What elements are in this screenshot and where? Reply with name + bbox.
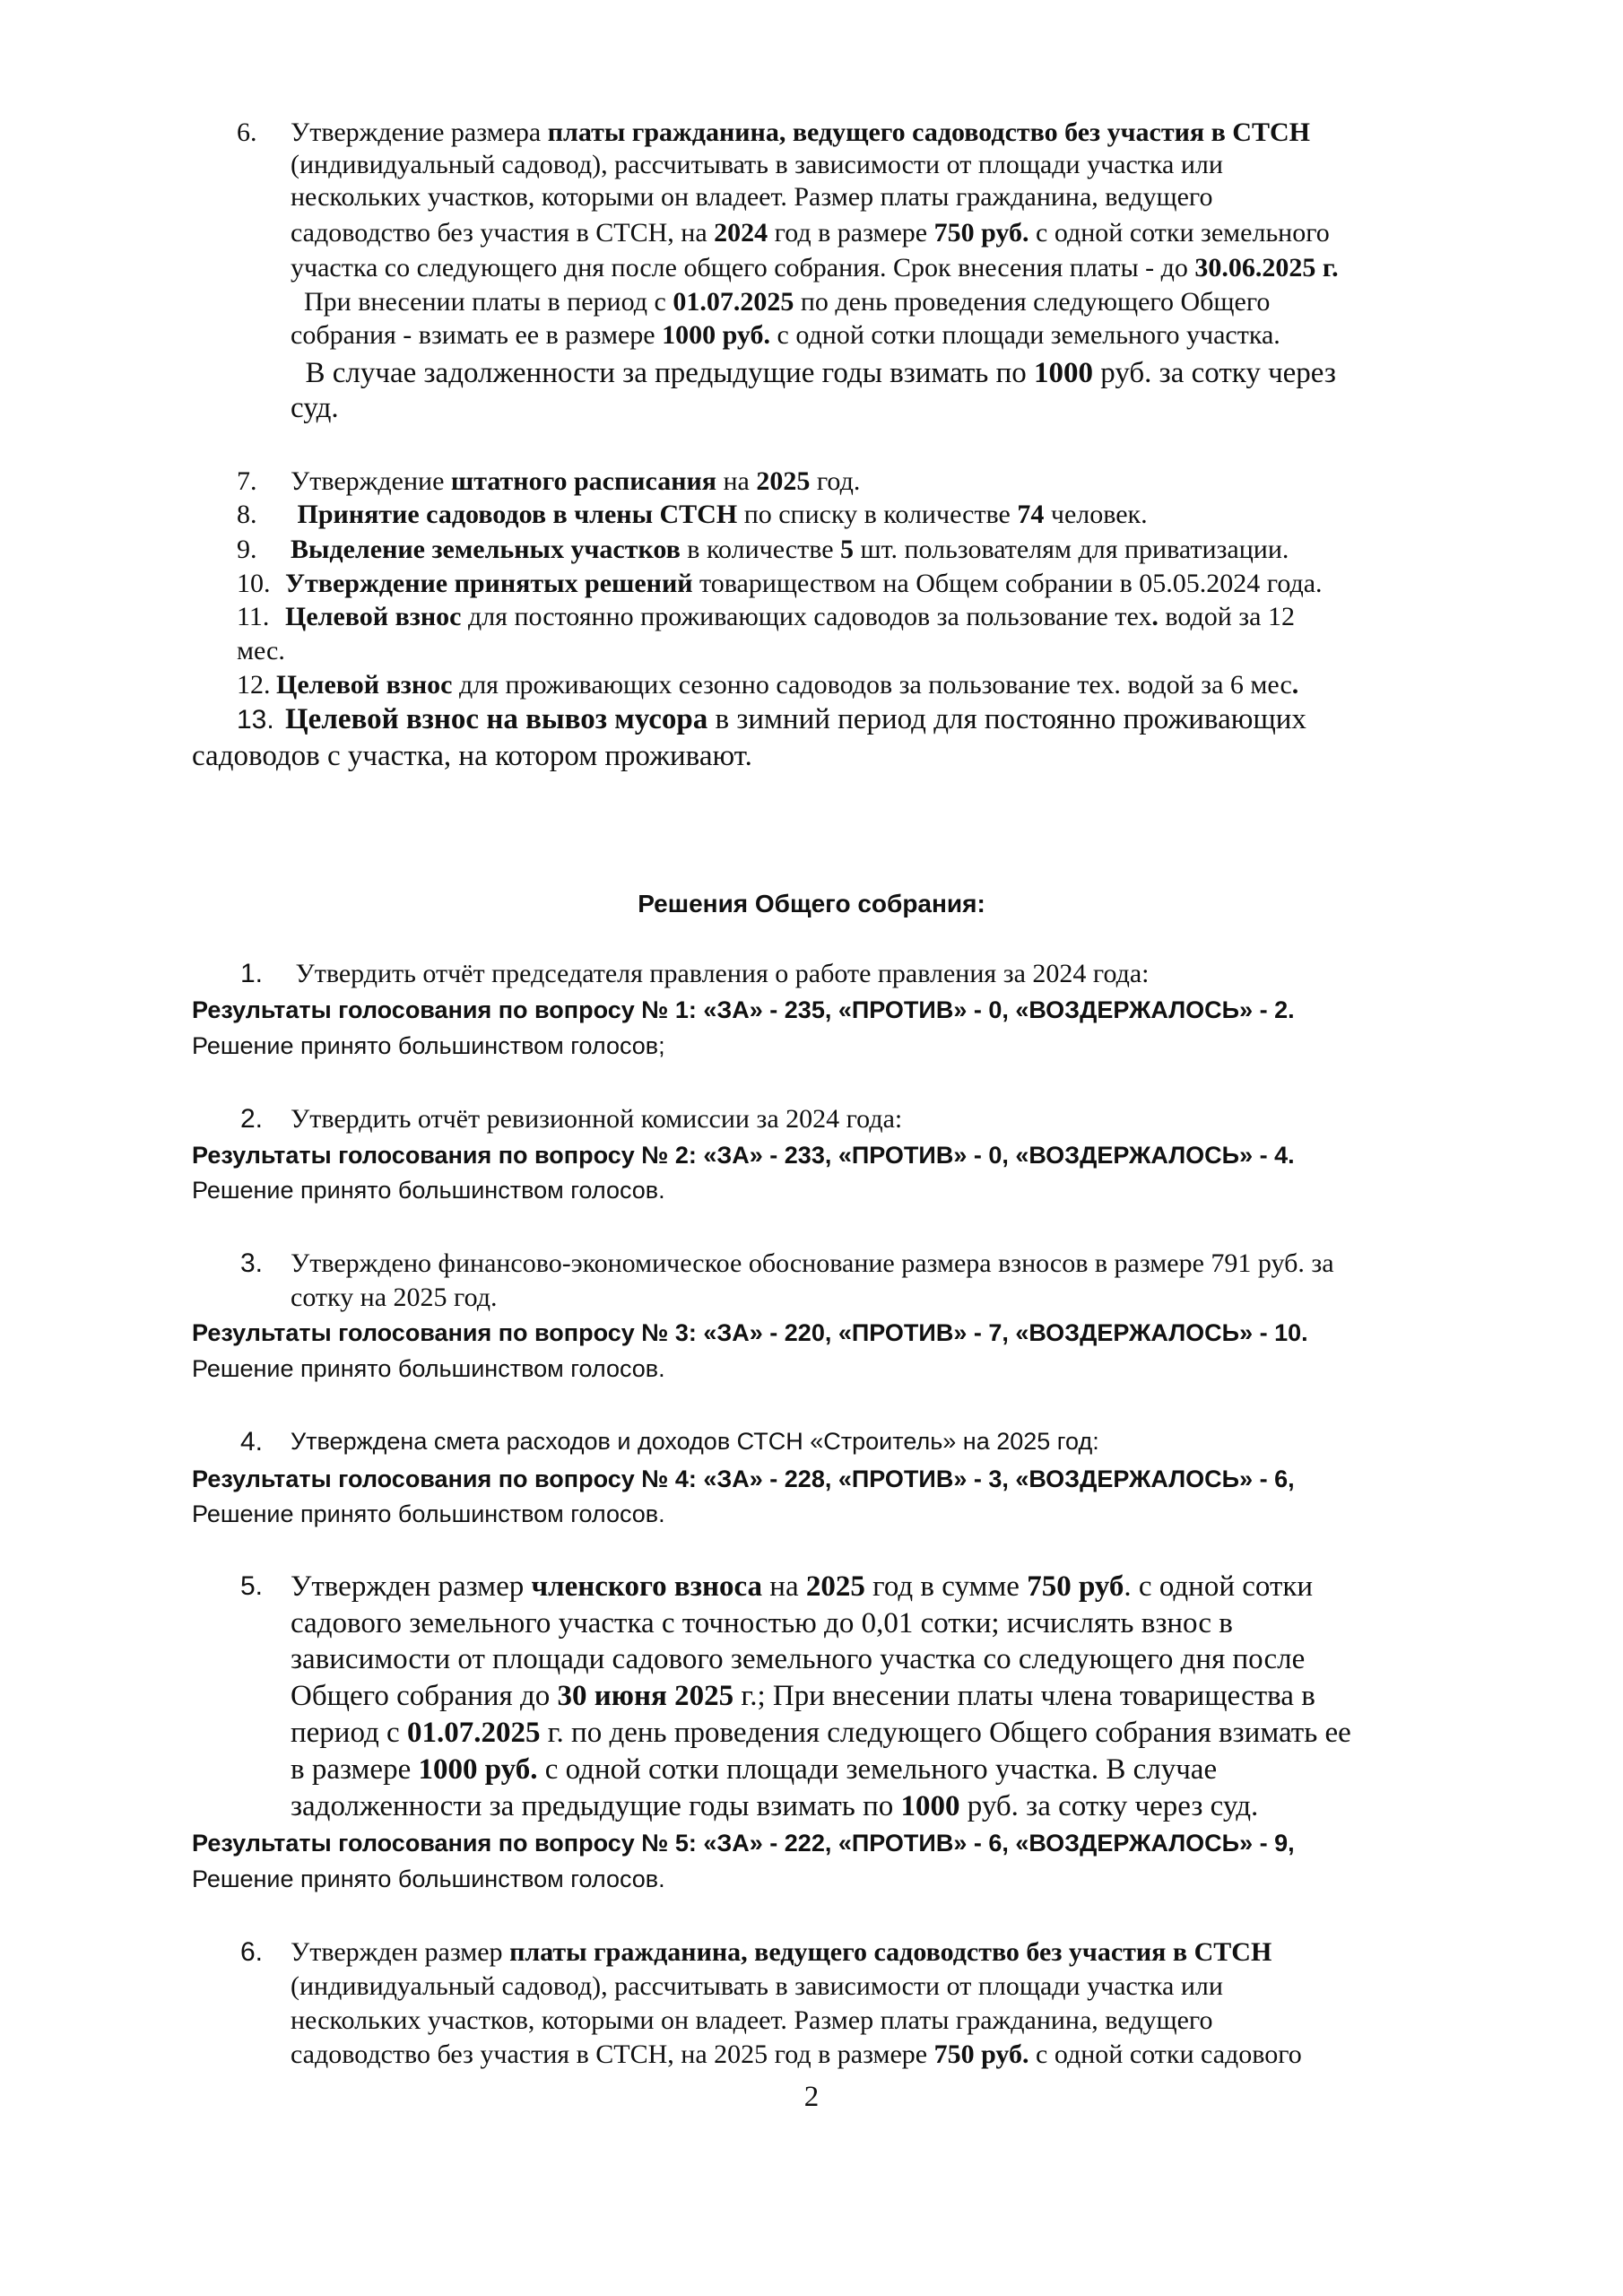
text-run: с одной сотки площади земельного участка. В случае (537, 1753, 1218, 1786)
decision-outcome: Решение принято большинством голосов. (192, 1177, 665, 1204)
text-line (291, 1680, 1315, 1713)
bold-run: . (1291, 670, 1299, 700)
bold-run: 5 (840, 535, 855, 564)
bold-run: 30 июня 2025 (557, 1680, 734, 1712)
vote-result: Результаты голосования по вопросу № 4: «ЗА» - 228, «ПРОТИВ» - 3, «ВОЗДЕРЖАЛОСЬ» - 6, (192, 1465, 1295, 1492)
item-number: 6. (240, 1937, 264, 1967)
bold-run: 750 руб. (933, 218, 1029, 248)
text-run: При внесении платы в период с (291, 287, 673, 317)
bold-run: штатного расписания (450, 466, 716, 496)
text-run: В случае задолженности за предыдущие годы взимать по (291, 357, 1035, 389)
text-run: шт. пользователям для приватизации. (854, 535, 1289, 564)
bold-run: 750 руб (1027, 1570, 1124, 1603)
text-run: руб. за сотку через суд. (959, 1790, 1259, 1822)
text-run: собрания - взимать ее в размере (291, 320, 663, 350)
text-run: Утвердить отчёт ревизионной комиссии за 2024 года: (291, 1104, 903, 1134)
text-line (291, 1248, 1334, 1279)
text-run: Общего собрания до (291, 1680, 558, 1712)
text-run: на (762, 1570, 806, 1603)
decision-outcome: Решение принято большинством голосов. (192, 1355, 665, 1382)
text-run: Утверждение размера (291, 117, 548, 147)
text-line (291, 1790, 1258, 1823)
text-run: Утверждена смета расходов и доходов СТСН «Строитель» на 2025 год: (291, 1428, 1099, 1455)
bold-run: 01.07.2025 (406, 1717, 541, 1749)
bold-run: членского взноса (531, 1570, 763, 1603)
text-line (291, 1607, 1233, 1640)
text-run: . с одной сотки (1124, 1570, 1314, 1603)
item-number: 9. (237, 535, 257, 564)
vote-result: Результаты голосования по вопросу № 2: «ЗА» - 233, «ПРОТИВ» - 0, «ВОЗДЕРЖАЛОСЬ» - 4. (192, 1142, 1295, 1169)
text-run: год. (810, 466, 861, 496)
vote-result: Результаты голосования по вопросу № 5: «ЗА» - 222, «ПРОТИВ» - 6, «ВОЗДЕРЖАЛОСЬ» - 9, (192, 1830, 1295, 1857)
text-run: с одной сотки площади земельного участка. (770, 320, 1280, 350)
text-line (291, 1104, 902, 1135)
item-number: 4. (240, 1427, 264, 1457)
text-line (291, 1643, 1305, 1676)
text-run: (индивидуальный садовод), рассчитывать в зависимости от площади участка или (291, 1971, 1223, 2001)
item-number: 12. (237, 670, 271, 700)
bold-run: платы гражданина, ведущего садоводство без участия в СТСН (509, 1937, 1272, 1967)
text-run: Утверждено финансово-экономическое обоснование размера взносов в размере 791 руб. за (291, 1248, 1334, 1278)
bold-run: 750 руб. (933, 2039, 1029, 2069)
text-run: в зимний период для постоянно проживающих (707, 703, 1306, 735)
bold-run: 2025 (805, 1570, 865, 1603)
bold-run: 2025 (756, 466, 811, 496)
bold-run: 2024 (714, 218, 768, 248)
text-line (291, 1283, 498, 1313)
text-line (291, 2039, 1302, 2070)
bold-run: 30.06.2025 г. (1194, 253, 1339, 283)
text-run: человек. (1044, 500, 1148, 529)
item-number: 5. (240, 1571, 264, 1601)
text-run: сотку на 2025 год. (291, 1283, 498, 1312)
bold-run: 1000 (1034, 357, 1094, 389)
text-run: руб. за сотку через (1093, 357, 1336, 389)
decision-outcome: Решение принято большинством голосов; (192, 1032, 665, 1059)
text-line (276, 670, 1298, 700)
text-run: зависимости от площади садового земельного участка со следующего дня после (291, 1643, 1306, 1675)
text-run: садоводство без участия в СТСН, на 2025 год в размере (291, 2039, 934, 2069)
text-line (291, 320, 1280, 351)
page-number: 2 (803, 2081, 820, 2113)
text-line (291, 218, 1330, 248)
text-line (285, 703, 1306, 736)
text-run: г. по день проведения следующего Общего собрания взимать ее (540, 1717, 1351, 1749)
text-run: для проживающих сезонно садоводов за пользование тех. водой за 6 мес (452, 670, 1292, 700)
item-number: 13. (237, 705, 274, 735)
text-run: Утвердить отчёт председателя правления о работе правления за 2024 года: (289, 959, 1150, 988)
text-run: нескольких участков, которыми он владеет. Размер платы гражданина, ведущего (291, 182, 1213, 212)
bold-run: Целевой взнос на вывоз мусора (285, 703, 708, 735)
text-run: мес. (237, 636, 285, 665)
text-run: по день проведения следующего Общего (794, 287, 1271, 317)
bold-run: 1000 руб. (418, 1753, 538, 1786)
text-line (291, 150, 1223, 180)
text-run: Утвержден размер (291, 1937, 510, 1967)
bold-run: 1000 руб. (662, 320, 771, 350)
text-run: садового земельного участка с точностью до 0,01 сотки; исчислять взнос в (291, 1607, 1233, 1639)
text-line (291, 1717, 1351, 1750)
bold-run: Целевой взнос (276, 670, 453, 700)
text-run: нескольких участков, которыми он владеет. Размер платы гражданина, ведущего (291, 2005, 1213, 2035)
bold-run: . (1151, 602, 1159, 631)
text-run: год в размере (768, 218, 934, 248)
item-number: 7. (237, 466, 257, 496)
bold-run: Утверждение принятых решений (285, 569, 693, 598)
text-line (291, 117, 1310, 148)
item-number: 6. (237, 117, 257, 147)
text-line (291, 182, 1212, 213)
vote-result: Результаты голосования по вопросу № 3: «ЗА» - 220, «ПРОТИВ» - 7, «ВОЗДЕРЖАЛОСЬ» - 10. (192, 1319, 1308, 1346)
text-line (291, 466, 860, 497)
text-run: товариществом на Общем собрании в 05.05.2024 года. (692, 569, 1323, 598)
text-run: задолженности за предыдущие годы взимать по (291, 1790, 901, 1822)
decision-outcome: Решение принято большинством голосов. (192, 1866, 665, 1892)
text-run: садоводов с участка, на котором проживают. (192, 740, 752, 772)
text-line (192, 740, 752, 773)
text-run: год в сумме (864, 1570, 1028, 1603)
text-line (291, 253, 1339, 283)
item-number: 11. (237, 602, 270, 631)
text-line (291, 1971, 1223, 2002)
text-line (291, 535, 1289, 565)
text-line (291, 500, 1148, 530)
text-line (291, 1753, 1217, 1787)
text-run: с одной сотки земельного (1028, 218, 1330, 248)
text-line (291, 287, 1270, 317)
text-run: (индивидуальный садовод), рассчитывать в зависимости от площади участка или (291, 150, 1223, 179)
text-run: суд. (291, 392, 339, 424)
item-number: 8. (237, 500, 257, 529)
text-line (291, 1937, 1271, 1968)
text-run: Утвержден размер (291, 1570, 532, 1603)
text-line (291, 2005, 1212, 2036)
bold-run: Выделение земельных участков (291, 535, 681, 564)
bold-run: платы гражданина, ведущего садоводство без участия в СТСН (547, 117, 1310, 147)
text-line (291, 1570, 1313, 1604)
text-line (291, 392, 339, 425)
text-line (237, 636, 285, 666)
item-number: 1. (240, 959, 264, 988)
text-line (285, 602, 1295, 632)
bold-run: Целевой взнос (285, 602, 462, 631)
text-line (291, 1428, 1099, 1456)
section-title: Решения Общего собрания: (638, 890, 985, 918)
text-line (289, 959, 1150, 989)
text-run: водой за 12 (1158, 602, 1295, 631)
text-run: садоводство без участия в СТСН, на (291, 218, 715, 248)
text-run: в количестве (680, 535, 841, 564)
text-run: в размере (291, 1753, 419, 1786)
text-run: Утверждение (291, 466, 451, 496)
item-number: 2. (240, 1104, 264, 1134)
vote-result: Результаты голосования по вопросу № 1: «ЗА» - 235, «ПРОТИВ» - 0, «ВОЗДЕРЖАЛОСЬ» - 2. (192, 996, 1295, 1023)
item-number: 10. (237, 569, 271, 598)
text-run: период с (291, 1717, 407, 1749)
text-run: участка со следующего дня после общего собрания. Срок внесения платы - до (291, 253, 1195, 283)
text-run: г.; При внесении платы члена товарищества в (733, 1680, 1315, 1712)
bold-run: 01.07.2025 (673, 287, 794, 317)
decision-outcome: Решение принято большинством голосов. (192, 1500, 665, 1527)
text-run: для постоянно проживающих садоводов за пользование тех (461, 602, 1152, 631)
bold-run: 1000 (900, 1790, 960, 1822)
bold-run: Принятие садоводов в члены СТСН (291, 500, 738, 529)
text-line (285, 569, 1323, 599)
item-number: 3. (240, 1248, 264, 1278)
text-line (291, 357, 1336, 390)
text-run: с одной сотки садового (1028, 2039, 1302, 2069)
text-run: по списку в количестве (737, 500, 1018, 529)
text-run: на (716, 466, 757, 496)
bold-run: 74 (1017, 500, 1045, 529)
